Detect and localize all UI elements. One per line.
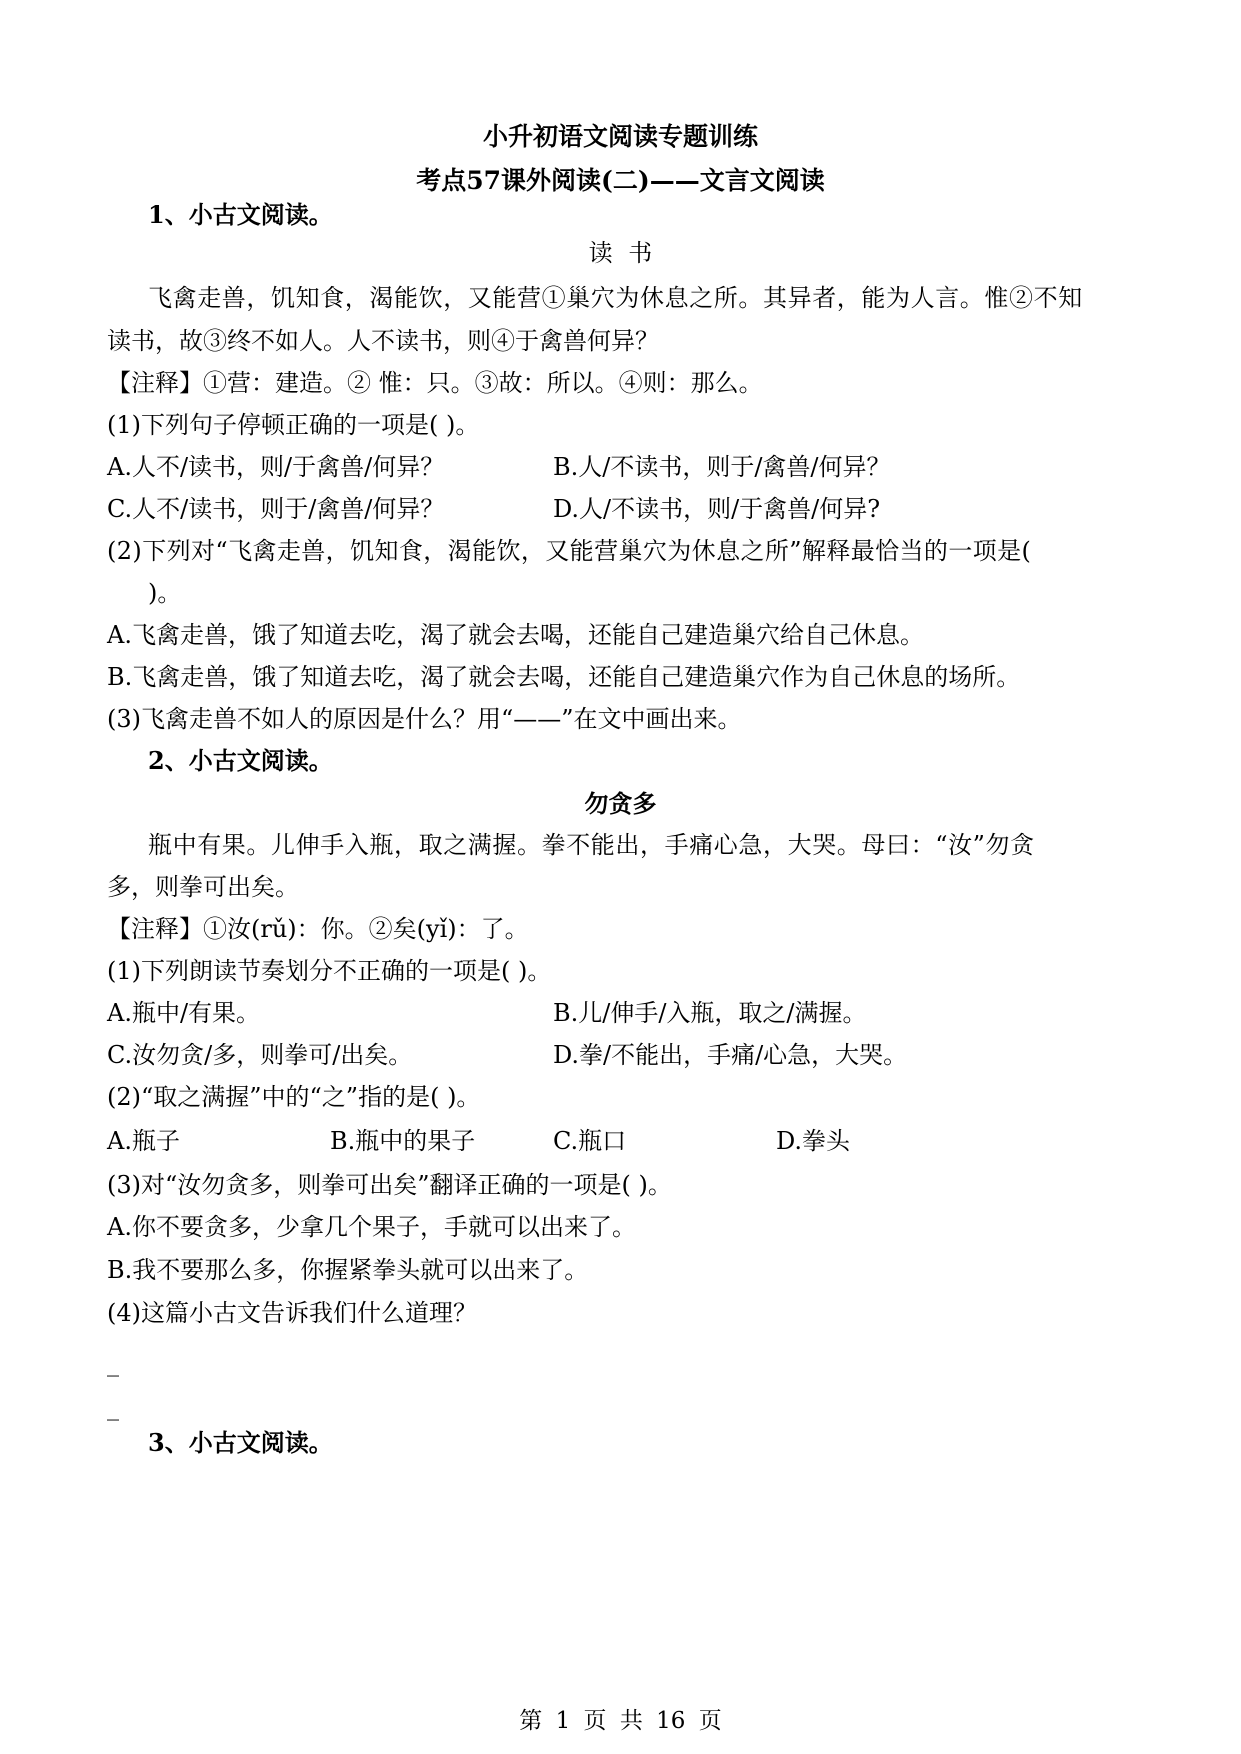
- q2-sub1-stem: (1)下列朗读节奏划分不正确的一项是( )。: [107, 957, 552, 985]
- q1-passage-line: 读书，故③终不如人。人不读书，则④于禽兽何异？: [107, 327, 659, 355]
- q2-sub4-stem: (4)这篇小古文告诉我们什么道理？: [107, 1299, 477, 1327]
- q3-heading: 3、小古文阅读。: [148, 1428, 333, 1457]
- q1-sub2-option-a: A.飞禽走兽，饿了知道去吃，渴了就会去喝，还能自己建造巢穴给自己休息。: [107, 621, 924, 649]
- q1-heading: 1、小古文阅读。: [148, 200, 333, 229]
- q2-sub3-stem: (3)对“汝勿贪多，则拳可出矣”翻译正确的一项是( )。: [107, 1171, 672, 1199]
- q2-sub1-option-b: B.儿/伸手/入瓶，取之/满握。: [553, 999, 867, 1027]
- q1-sub2-stem: (2)下列对“飞禽走兽，饥知食，渴能饮，又能营巢穴为休息之所”解释最恰当的一项是(: [107, 537, 1032, 565]
- answer-blank: _: [107, 1349, 119, 1377]
- q1-passage-line: 飞禽走兽，饥知食，渴能饮，又能营①巢穴为休息之所。其异者，能为人言。惟②不知: [148, 284, 1083, 312]
- q1-sub1-option-b: B.人/不读书，则于/禽兽/何异？: [553, 453, 891, 481]
- q2-sub2-option-b: B.瓶中的果子: [330, 1127, 476, 1155]
- q2-sub1-option-a: A.瓶中/有果。: [107, 999, 261, 1027]
- q2-passage-title: 勿贪多: [584, 789, 657, 818]
- document-subtitle: 考点57课外阅读(二)——文言文阅读: [416, 166, 825, 195]
- q1-sub3-stem: (3)飞禽走兽不如人的原因是什么？用“——”在文中画出来。: [107, 705, 742, 733]
- q2-sub3-option-b: B.我不要那么多，你握紧拳头就可以出来了。: [107, 1256, 589, 1284]
- q2-sub3-option-a: A.你不要贪多，少拿几个果子，手就可以出来了。: [107, 1213, 636, 1241]
- q2-sub2-option-a: A.瓶子: [107, 1127, 180, 1155]
- q2-passage-line: 多，则拳可出矣。: [107, 873, 299, 901]
- q1-sub1-option-a: A.人不/读书，则/于禽兽/何异？: [107, 453, 445, 481]
- q2-sub2-option-d: D.拳头: [776, 1127, 851, 1155]
- answer-blank: _: [107, 1393, 119, 1421]
- q2-heading: 2、小古文阅读。: [148, 746, 333, 775]
- q2-sub2-stem: (2)“取之满握”中的“之”指的是( )。: [107, 1083, 481, 1111]
- document-title: 小升初语文阅读专题训练: [482, 122, 758, 151]
- q1-sub1-stem: (1)下列句子停顿正确的一项是( )。: [107, 411, 480, 439]
- q2-sub1-option-d: D.拳/不能出，手痛/心急，大哭。: [553, 1041, 908, 1069]
- q2-passage-line: 瓶中有果。儿伸手入瓶，取之满握。拳不能出，手痛心急，大哭。母曰：“汝”勿贪: [148, 831, 1035, 859]
- q1-sub2-option-b: B.飞禽走兽，饿了知道去吃，渴了就会去喝，还能自己建造巢穴作为自己休息的场所。: [107, 663, 1021, 691]
- q1-note: 【注释】①营：建造。② 惟：只。③故：所以。④则：那么。: [107, 369, 763, 397]
- q1-sub1-option-d: D.人/不读书，则/于禽兽/何异?: [553, 495, 881, 523]
- page-footer: 第 1 页 共 16 页: [519, 1708, 722, 1734]
- q2-note: 【注释】①汝(rǔ)：你。②矣(yǐ)：了。: [107, 915, 529, 943]
- q2-sub1-option-c: C.汝勿贪/多，则拳可/出矣。: [107, 1041, 413, 1069]
- q2-sub2-option-c: C.瓶口: [553, 1127, 627, 1155]
- q1-passage-title: 读 书: [588, 239, 653, 267]
- q1-sub1-option-c: C.人不/读书，则于/禽兽/何异？: [107, 495, 445, 523]
- q1-sub2-stem-cont: )。: [148, 579, 182, 607]
